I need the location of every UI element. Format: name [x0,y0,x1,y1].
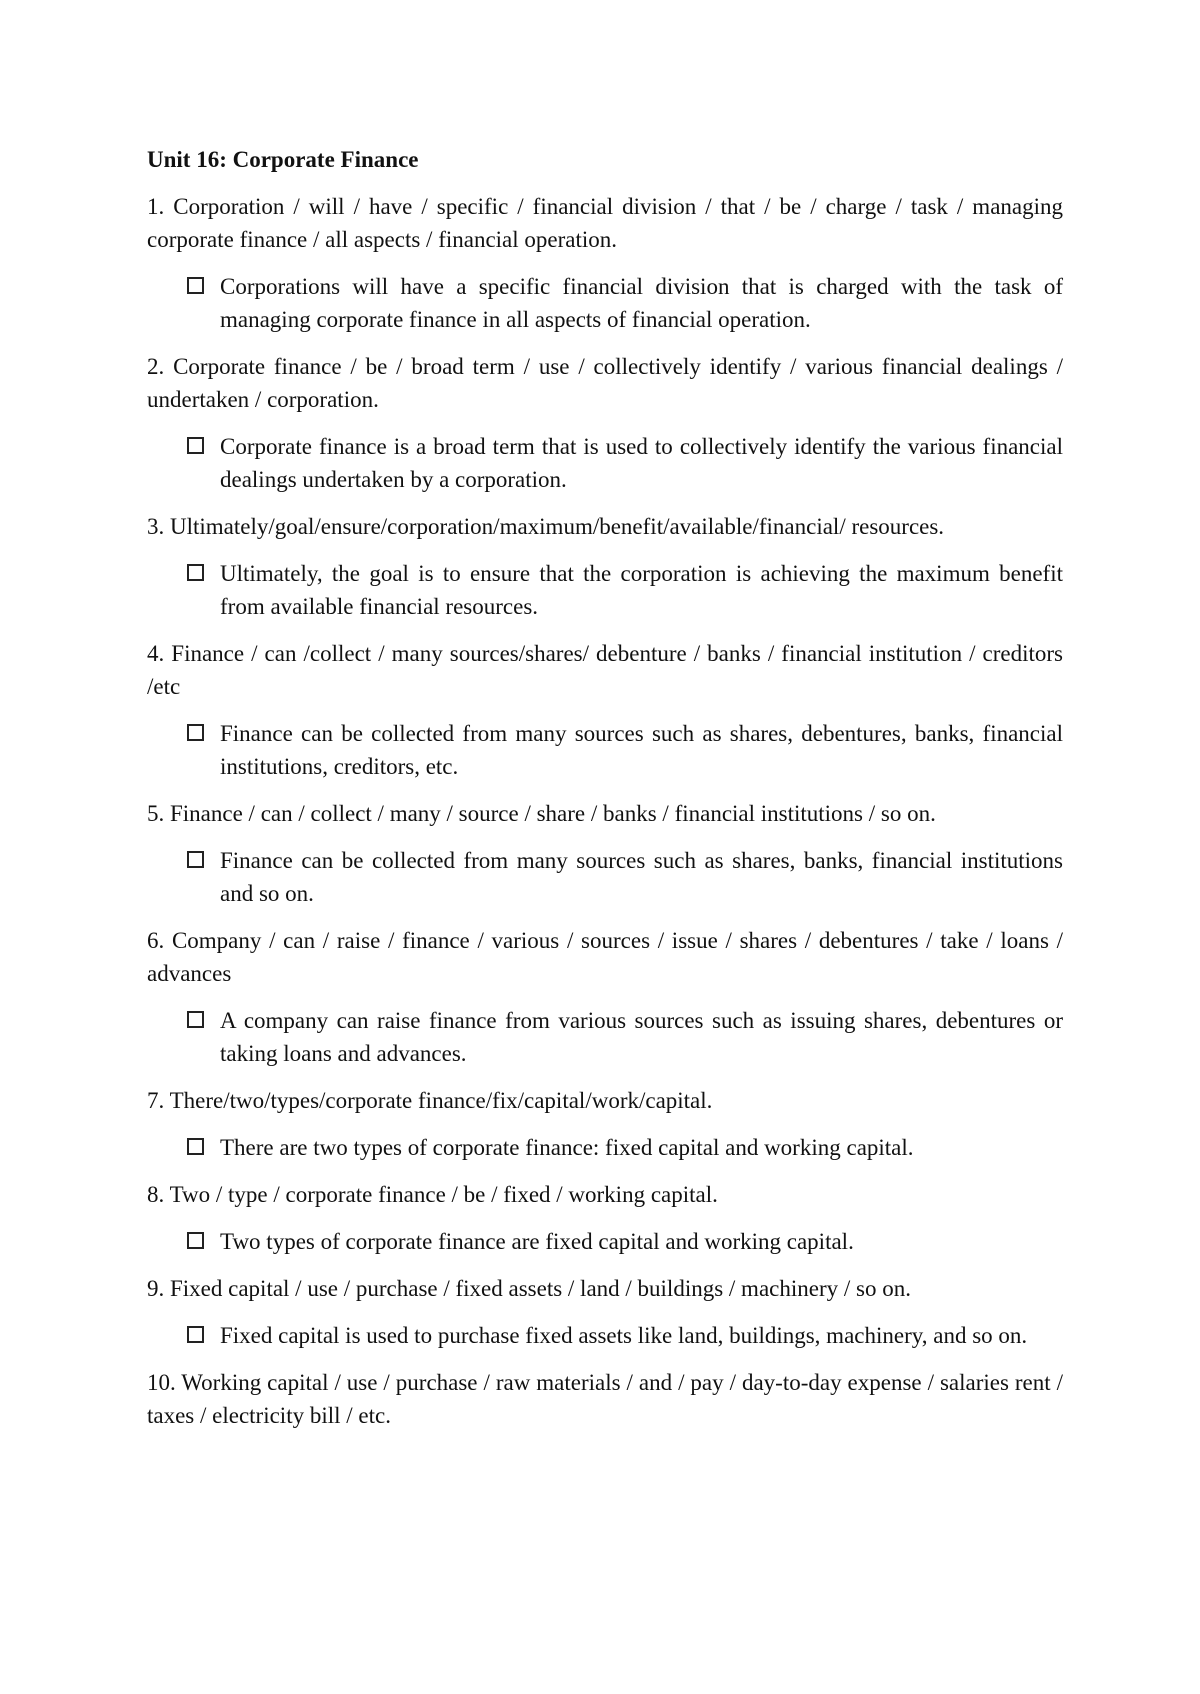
exercise-prompt: 3. Ultimately/goal/ensure/corporation/maximum/benefit/available/financial/ resources. [147,514,945,539]
exercise-answer [147,270,1063,336]
exercise-prompt: 4. Finance / can /collect / many sources/shares/ debenture / banks / financial institution / creditors /etc [147,641,1063,699]
exercise-prompt: 1. Corporation / will / have / specific / financial division / that / be / charge / task / managing corporate finance / all aspects / financial operation. [147,194,1063,252]
exercise-item [147,797,1063,910]
exercise-item [147,637,1063,783]
document-page [147,143,1063,1446]
exercise-prompt: 7. There/two/types/corporate finance/fix/capital/work/capital. [147,1088,713,1113]
exercise-answer [147,557,1063,623]
checkbox-icon[interactable] [187,851,204,868]
checkbox-icon[interactable] [187,564,204,581]
checkbox-icon[interactable] [187,1326,204,1343]
exercise-answer [147,1225,1063,1258]
answer-text: Finance can be collected from many sources such as shares, debentures, banks, financial institutions, creditors, etc. [220,721,1063,779]
answer-text: Finance can be collected from many sources such as shares, banks, financial institutions and so on. [220,848,1063,906]
exercise-item [147,1366,1063,1432]
exercise-prompt: 6. Company / can / raise / finance / various / sources / issue / shares / debentures / take / loans / advances [147,928,1063,986]
exercise-prompt: 5. Finance / can / collect / many / source / share / banks / financial institutions / so on. [147,801,936,826]
answer-text: There are two types of corporate finance: fixed capital and working capital. [220,1135,914,1160]
answer-text: Corporate finance is a broad term that is used to collectively identify the various financial dealings undertaken by a corporation. [220,434,1063,492]
exercise-prompt: 9. Fixed capital / use / purchase / fixed assets / land / buildings / machinery / so on. [147,1276,911,1301]
exercise-answer [147,430,1063,496]
exercise-item [147,924,1063,1070]
checkbox-icon[interactable] [187,1011,204,1028]
checkbox-icon[interactable] [187,724,204,741]
answer-text: Fixed capital is used to purchase fixed assets like land, buildings, machinery, and so on. [220,1323,1028,1348]
exercise-item [147,510,1063,623]
exercise-answer [147,1319,1063,1352]
answer-text: Corporations will have a specific financial division that is charged with the task of managing corporate finance in all aspects of financial operation. [220,274,1063,332]
exercise-answer [147,717,1063,783]
checkbox-icon[interactable] [187,1138,204,1155]
exercise-answer [147,1131,1063,1164]
exercise-item [147,1272,1063,1352]
answer-text: A company can raise finance from various sources such as issuing shares, debentures or taking loans and advances. [220,1008,1063,1066]
answer-text: Two types of corporate finance are fixed capital and working capital. [220,1229,854,1254]
exercise-prompt: 10. Working capital / use / purchase / raw materials / and / pay / day-to-day expense / salaries rent / taxes / electricity bill / etc. [147,1370,1063,1428]
exercise-prompt: 8. Two / type / corporate finance / be / fixed / working capital. [147,1182,718,1207]
checkbox-icon[interactable] [187,277,204,294]
exercise-prompt: 2. Corporate finance / be / broad term / use / collectively identify / various financial dealings / undertaken / corporation. [147,354,1063,412]
page-title: Unit 16: Corporate Finance [147,147,419,172]
exercise-item [147,350,1063,496]
checkbox-icon[interactable] [187,1232,204,1249]
exercise-item [147,1178,1063,1258]
exercise-item [147,1084,1063,1164]
answer-text: Ultimately, the goal is to ensure that the corporation is achieving the maximum benefit from available financial resources. [220,561,1063,619]
exercise-answer [147,844,1063,910]
exercise-item [147,190,1063,336]
checkbox-icon[interactable] [187,437,204,454]
exercise-answer [147,1004,1063,1070]
